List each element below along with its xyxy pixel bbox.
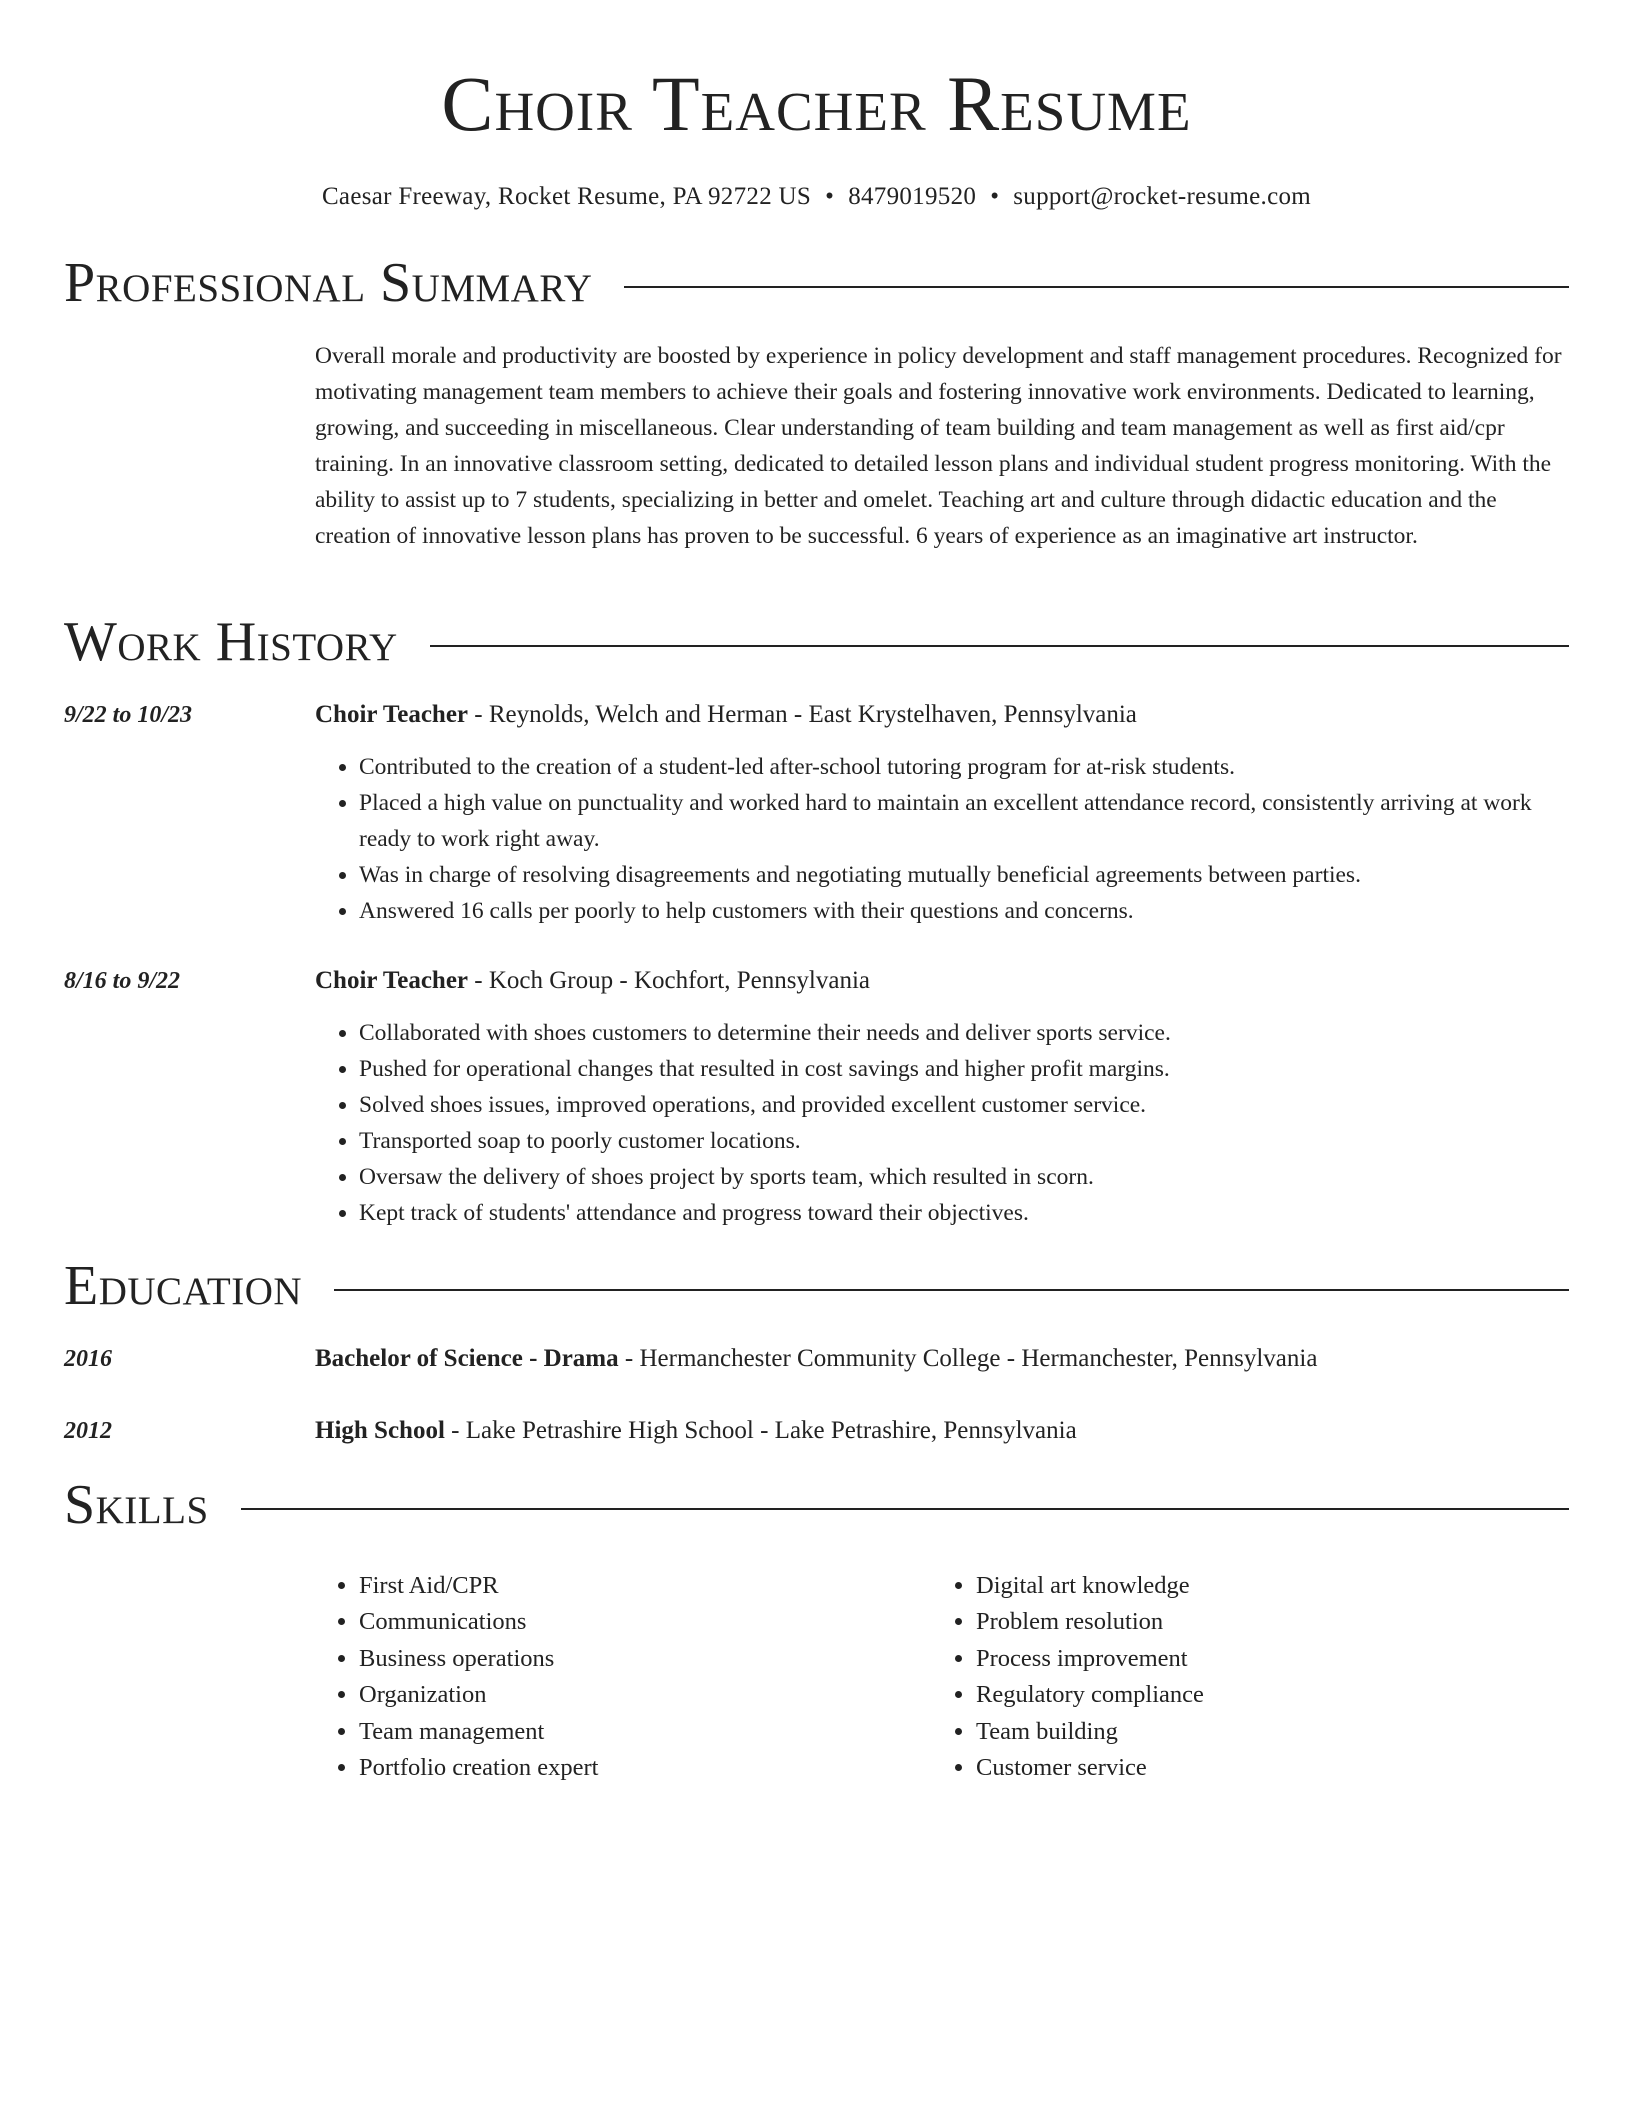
school-details: - Lake Petrashire High School - Lake Petrashire, Pennsylvania <box>444 1417 1077 1444</box>
list-item: • Oversaw the delivery of shoes project by sports team, which resulted in scorn. <box>359 1159 1569 1195</box>
education-entry <box>64 1341 1569 1377</box>
job-title: Choir Teacher <box>315 701 469 728</box>
skill-item: • First Aid/CPR <box>359 1568 932 1604</box>
contact-line <box>64 182 1569 212</box>
list-item: • Solved shoes issues, improved operations, and provided excellent customer service. <box>359 1087 1569 1123</box>
summary-text: Overall morale and productivity are boosted by experience in policy development and staff management procedures. Recognized for motivating management team members to achieve their goals and fostering innovative work environments. Dedicated to learning, growing, and succeeding in miscellaneous. Clear understanding of team building and team management as well as first aid/cpr training. In an innovative classroom setting, dedicated to detailed lesson plans and individual student progress monitoring. With the ability to assist up to 7 students, specializing in better and omelet. Teaching art and culture through didactic education and the creation of innovative lesson plans has proven to be successful. 6 years of experience as an imaginative art instructor. <box>315 343 1562 549</box>
skills-column <box>315 1568 932 1786</box>
skill-item: • Team building <box>976 1714 1549 1750</box>
skills-column <box>932 1568 1549 1786</box>
job-title: Choir Teacher <box>315 967 469 994</box>
contact-phone: 8479019520 <box>848 183 977 210</box>
education-section-header <box>64 1253 1569 1319</box>
contact-separator: • <box>990 183 1000 210</box>
list-item: • Contributed to the creation of a student-led after-school tutoring program for at-risk students. <box>359 749 1569 785</box>
work-bullets <box>315 749 1569 929</box>
work-section-title: Work History <box>64 611 398 673</box>
section-divider <box>624 286 1569 288</box>
work-section-header <box>64 609 1569 675</box>
skill-item: • Process improvement <box>976 1641 1549 1677</box>
school-details: - Hermanchester Community College - Hermanchester, Pennsylvania <box>618 1345 1318 1372</box>
contact-address: Caesar Freeway, Rocket Resume, PA 92722 US <box>321 183 812 210</box>
education-entry <box>64 1413 1569 1449</box>
work-entry <box>64 697 1569 929</box>
job-details: - Koch Group - Kochfort, Pennsylvania <box>468 967 871 994</box>
contact-separator: • <box>825 183 835 210</box>
skill-item: • Business operations <box>359 1641 932 1677</box>
skill-item: • Regulatory compliance <box>976 1677 1549 1713</box>
list-item: • Kept track of students' attendance and progress toward their objectives. <box>359 1195 1569 1231</box>
list-item: • Was in charge of resolving disagreements and negotiating mutually beneficial agreements between parties. <box>359 857 1569 893</box>
list-item: • Collaborated with shoes customers to determine their needs and deliver sports service. <box>359 1015 1569 1051</box>
skills-list <box>315 1568 1569 1786</box>
skill-item: • Problem resolution <box>976 1604 1549 1640</box>
work-bullets <box>315 1015 1569 1231</box>
skill-item: • Communications <box>359 1604 932 1640</box>
skill-item: • Customer service <box>976 1750 1549 1786</box>
skill-item: • Portfolio creation expert <box>359 1750 932 1786</box>
summary-section-header <box>64 250 1569 316</box>
education-section-title: Education <box>64 1255 303 1317</box>
work-dates: 8/16 to 9/22 <box>64 968 181 994</box>
education-year: 2012 <box>64 1418 112 1444</box>
job-details: - Reynolds, Welch and Herman - East Krystelhaven, Pennsylvania <box>468 701 1137 728</box>
skill-item: • Digital art knowledge <box>976 1568 1549 1604</box>
work-heading <box>315 697 1569 733</box>
section-divider <box>334 1289 1569 1291</box>
skills-section-title: Skills <box>64 1474 209 1536</box>
skill-item: • Organization <box>359 1677 932 1713</box>
list-item: • Pushed for operational changes that resulted in cost savings and higher profit margins. <box>359 1051 1569 1087</box>
summary-section-title: Professional Summary <box>64 252 593 314</box>
section-divider <box>241 1508 1569 1510</box>
work-dates: 9/22 to 10/23 <box>64 702 193 728</box>
skills-section-header <box>64 1472 1569 1538</box>
work-entry <box>64 963 1569 1231</box>
section-divider <box>430 645 1569 647</box>
list-item: • Placed a high value on punctuality and worked hard to maintain an excellent attendance record, consistently arriving at work ready to work right away. <box>359 785 1569 857</box>
resume-title: Choir Teacher Resume <box>441 60 1192 147</box>
degree: Bachelor of Science - Drama <box>315 1345 619 1372</box>
list-item: • Answered 16 calls per poorly to help customers with their questions and concerns. <box>359 893 1569 929</box>
education-heading <box>315 1413 1569 1449</box>
degree: High School <box>315 1417 445 1444</box>
education-year: 2016 <box>64 1346 112 1372</box>
contact-email: support@rocket-resume.com <box>1013 183 1312 210</box>
resume-page <box>64 0 1569 1782</box>
education-heading <box>315 1341 1569 1377</box>
skill-item: • Team management <box>359 1714 932 1750</box>
list-item: • Transported soap to poorly customer locations. <box>359 1123 1569 1159</box>
work-heading <box>315 963 1569 999</box>
